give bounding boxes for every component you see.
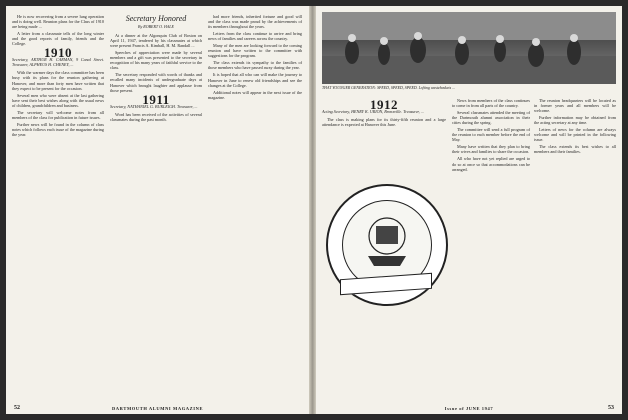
right-column-3: The reunion headquarters will be located as in former years and all members will be welcome. Further information may be obtained from the acting secretary at any time. Letters of news for the column are always welcome and will be printed in the following issue. The class extends its best wishes to all members and their families. [534,98,616,155]
binding-gutter [309,6,316,414]
page-number-left: 52 [14,405,20,411]
feature-title: Secretary Honored [125,14,187,23]
page-footer-left: DARTMOUTH ALUMNI MAGAZINE [111,406,204,411]
class-officers-1912: Acting Secretary, HENRY K. URION, Bronxville. Treasurer, ... [322,109,424,115]
left-column-1: He is now recovering from a severe lung operation and is doing well. Reunion plans for the Class of 1910 are being made ... A letter from a classmate tells of the long winter and the good reports of family, friends and the College. 1910 Secretary, ARTHUR H. CARMAN, 9 Canal Street. Treasurer, ALPHEUS H. CHENEY, ... With the warmer days the class committee has been busy with its plans for the reunion gathering at Hanover, and more than forty men have written that they expect to be present for the occasion. Several men who were absent at the last gathering have sent their best wishes along with the usual news of children, grandchildren and business. The secretary will welcome notes from all members of the class for publication in future issues. Further news will be found in the column of class notes which follows each issue of the magazine during the year. [12,14,104,137]
left-column-3: had more friends, inherited fortune and good will and the class was made proud by the achievements of its members throughout the years. Letters from the class continue to arrive and bring news of families and careers across the country. Many of the men are looking forward to the coming reunion and have written to the committee with suggestions for the program. The class extends its sympathy to the families of those members who have passed away during the year. It is hoped that all who can will make the journey to Hanover in June to renew old friendships and see the changes at the College. Additional notes will appear in the next issue of the magazine. [208,14,302,100]
photo-caption: THAT YOUNGER GENERATION: SPEED, SPEED, SPEED. Lofting wastebaskets ... [322,86,455,90]
left-column-2: Secretary Honored By ROBERT O. HALE At a dinner at the Algonquin Club of Boston on April 11, 1947, tendered by his classmates at which were present Francis A. Kimball, H. M. Randall ... Speeches of appreciation were made by several members and a gift was presented to the secretary in recognition of his many years of faithful service to the class. The secretary responded with words of thanks and recalled many incidents of undergraduate days at Hanover which brought laughter and applause from those present. 1911 Secretary, NATHANIEL G. BURLEIGH. Treasurer, ... Word has been received of the activities of several classmates during the past month. [110,14,202,122]
right-page [316,6,622,414]
body-text: He is now recovering from a severe lung operation and is doing well. Reunion plans for the Class of 1910 are being made ... [12,14,104,30]
right-column-2: News from members of the class continues to come in from all parts of the country. Several classmates attended the meeting of the Dartmouth alumni association in their cities during the spring. The committee will send a full program of the reunion to each member before the end of May. Many have written that they plan to bring their wives and families to share the occasion. All who have not yet replied are urged to do so at once so that accommodations can be arranged. [452,98,530,172]
feature-text: At a dinner at the Algonquin Club of Boston on April 11, 1947, tendered by his classmates at which were present Francis A. Kimball, H. M. Randall ... [110,33,202,49]
page-footer-right: Issue of JUNE 1947 [444,406,494,411]
photo-figures [322,12,616,84]
class-year-1910: 1910 [44,45,72,61]
class-year-1912: 1912 [370,97,398,112]
feature-byline: By ROBERT O. HALE [138,24,174,30]
page-number-right: 53 [608,405,614,411]
class-year-1911: 1911 [142,91,170,107]
left-page [6,6,309,414]
class-officers-1911: Secretary, NATHANIEL G. BURLEIGH. Treasurer, ... [110,103,198,109]
right-column-1: 1912 Acting Secretary, HENRY K. URION, Bronxville. Treasurer, ... The class is making plans for its thirty-fifth reunion and a large attendance is expected at Hanover this June. [322,97,446,128]
class-photo [322,12,616,84]
class-officers-1910: Secretary, ARTHUR H. CARMAN, 9 Canal Street. Treasurer, ALPHEUS H. CHENEY, ... [12,57,104,68]
